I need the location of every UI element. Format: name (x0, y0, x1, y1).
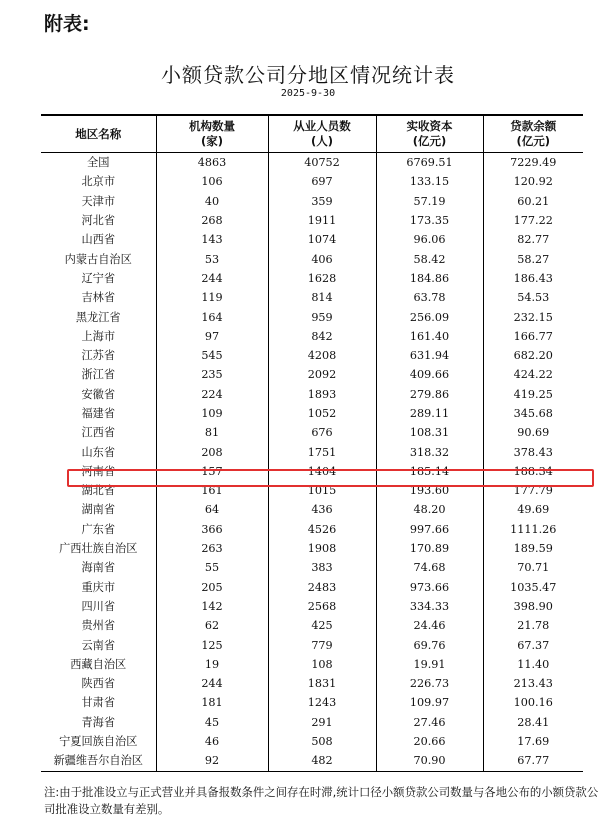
column-header-line2: (家) (200, 134, 223, 148)
loan-balance-cell: 682.20 (483, 346, 583, 365)
loan-balance-cell: 186.43 (483, 269, 583, 288)
institutions-cell: 244 (156, 674, 268, 693)
institutions-cell: 109 (156, 404, 268, 423)
loan-balance-cell: 166.77 (483, 327, 583, 346)
region-cell: 重庆市 (81, 580, 116, 594)
loan-balance-cell: 419.25 (483, 385, 583, 404)
loan-balance-cell: 60.21 (483, 192, 583, 211)
employees-cell: 779 (268, 635, 376, 654)
column-header-line2: (人) (310, 134, 333, 148)
institutions-cell: 125 (156, 635, 268, 654)
table-row (41, 423, 583, 442)
region-cell: 山西省 (81, 233, 116, 247)
loan-balance-cell: 378.43 (483, 442, 583, 461)
table-row (41, 153, 583, 173)
employees-cell: 2568 (268, 597, 376, 616)
institutions-cell: 45 (156, 713, 268, 732)
region-cell: 四川省 (81, 599, 116, 613)
employees-cell: 1911 (268, 211, 376, 230)
table-row (41, 192, 583, 211)
capital-cell: 256.09 (376, 307, 483, 326)
institutions-cell: 119 (156, 288, 268, 307)
region-cell: 湖南省 (81, 503, 116, 517)
table-row (41, 211, 583, 230)
capital-cell: 19.91 (376, 655, 483, 674)
institutions-cell: 53 (156, 249, 268, 268)
region-cell: 云南省 (81, 638, 116, 652)
employees-cell: 359 (268, 192, 376, 211)
capital-cell: 96.06 (376, 230, 483, 249)
table-row (41, 307, 583, 326)
institutions-cell: 263 (156, 539, 268, 558)
employees-cell: 40752 (268, 153, 376, 173)
loan-balance-cell: 232.15 (483, 307, 583, 326)
region-cell: 内蒙古自治区 (64, 252, 132, 266)
employees-cell: 482 (268, 751, 376, 771)
capital-cell: 69.76 (376, 635, 483, 654)
column-header-line1: 从业人员数 (293, 119, 351, 133)
institutions-cell: 143 (156, 230, 268, 249)
table-row (41, 713, 583, 732)
employees-cell: 1628 (268, 269, 376, 288)
region-cell: 海南省 (81, 561, 116, 575)
region-cell: 吉林省 (81, 291, 116, 305)
capital-cell: 70.90 (376, 751, 483, 771)
loan-balance-cell: 70.71 (483, 558, 583, 577)
table-row (41, 346, 583, 365)
table-row (41, 674, 583, 693)
table-header-row (41, 115, 583, 153)
table-row (41, 635, 583, 654)
capital-cell: 289.11 (376, 404, 483, 423)
institutions-cell: 19 (156, 655, 268, 674)
table-row (41, 365, 583, 384)
table-row (41, 172, 583, 191)
institutions-cell: 164 (156, 307, 268, 326)
institutions-cell: 208 (156, 442, 268, 461)
capital-cell: 318.32 (376, 442, 483, 461)
institutions-cell: 545 (156, 346, 268, 365)
institutions-cell: 81 (156, 423, 268, 442)
loan-balance-cell: 11.40 (483, 655, 583, 674)
table-row (41, 616, 583, 635)
loan-balance-cell: 213.43 (483, 674, 583, 693)
employees-cell: 676 (268, 423, 376, 442)
region-cell: 甘肃省 (81, 696, 116, 710)
institutions-cell: 181 (156, 693, 268, 712)
employees-cell: 2483 (268, 578, 376, 597)
capital-cell: 226.73 (376, 674, 483, 693)
statistics-table (41, 114, 583, 772)
loan-balance-cell: 177.22 (483, 211, 583, 230)
capital-cell: 6769.51 (376, 153, 483, 173)
region-cell: 广东省 (81, 522, 116, 536)
column-header-paid-in-capital (376, 115, 483, 153)
region-cell: 陕西省 (81, 677, 116, 691)
table-row (41, 404, 583, 423)
employees-cell: 2092 (268, 365, 376, 384)
employees-cell: 697 (268, 172, 376, 191)
loan-balance-cell: 82.77 (483, 230, 583, 249)
region-cell: 福建省 (81, 407, 116, 420)
region-cell: 浙江省 (81, 368, 116, 382)
region-cell: 广西壮族自治区 (59, 542, 138, 556)
region-cell: 宁夏回族自治区 (59, 735, 138, 749)
employees-cell: 1052 (268, 404, 376, 423)
capital-cell: 108.31 (376, 423, 483, 442)
loan-balance-cell: 345.68 (483, 404, 583, 423)
institutions-cell: 157 (156, 462, 268, 481)
region-cell: 青海省 (81, 715, 116, 729)
employees-cell: 1831 (268, 674, 376, 693)
employees-cell: 1015 (268, 481, 376, 500)
table-row (41, 539, 583, 558)
loan-balance-cell: 7229.49 (483, 153, 583, 173)
loan-balance-cell: 120.92 (483, 172, 583, 191)
table-row (41, 500, 583, 519)
table-row (41, 327, 583, 346)
column-header-region (41, 115, 156, 153)
employees-cell: 4526 (268, 520, 376, 539)
capital-cell: 193.60 (376, 481, 483, 500)
capital-cell: 334.33 (376, 597, 483, 616)
capital-cell: 74.68 (376, 558, 483, 577)
institutions-cell: 142 (156, 597, 268, 616)
employees-cell: 1243 (268, 693, 376, 712)
employees-cell: 436 (268, 500, 376, 519)
region-cell: 河北省 (81, 214, 116, 228)
loan-balance-cell: 21.78 (483, 616, 583, 635)
institutions-cell: 268 (156, 211, 268, 230)
column-header-line2: (亿元) (412, 134, 447, 148)
table-row (41, 520, 583, 539)
capital-cell: 161.40 (376, 327, 483, 346)
institutions-cell: 92 (156, 751, 268, 771)
employees-cell: 4208 (268, 346, 376, 365)
region-cell: 湖北省 (81, 484, 116, 498)
institutions-cell: 64 (156, 500, 268, 519)
region-cell: 北京市 (81, 175, 116, 189)
employees-cell: 383 (268, 558, 376, 577)
region-cell: 上海市 (81, 329, 116, 343)
employees-cell: 959 (268, 307, 376, 326)
column-header-line2: (亿元) (516, 134, 550, 148)
loan-balance-cell: 177.79 (483, 481, 583, 500)
institutions-cell: 4863 (156, 153, 268, 173)
region-cell: 辽宁省 (81, 271, 116, 285)
region-cell: 江苏省 (81, 349, 116, 363)
institutions-cell: 244 (156, 269, 268, 288)
table-title: 小额贷款公司分地区情况统计表 (161, 63, 455, 87)
loan-balance-cell: 188.34 (483, 462, 583, 481)
capital-cell: 279.86 (376, 385, 483, 404)
capital-cell: 973.66 (376, 578, 483, 597)
loan-balance-cell: 28.41 (483, 713, 583, 732)
capital-cell: 57.19 (376, 192, 483, 211)
region-cell: 安徽省 (81, 387, 116, 401)
capital-cell: 170.89 (376, 539, 483, 558)
loan-balance-cell: 67.37 (483, 635, 583, 654)
table-row (41, 385, 583, 404)
column-header-line1: 地区名称 (75, 126, 122, 141)
capital-cell: 997.66 (376, 520, 483, 539)
table-row (41, 751, 583, 771)
table-row (41, 230, 583, 249)
region-cell: 天津市 (81, 194, 116, 208)
table-row (41, 578, 583, 597)
capital-cell: 173.35 (376, 211, 483, 230)
region-cell: 黑龙江省 (75, 310, 121, 324)
employees-cell: 425 (268, 616, 376, 635)
employees-cell: 1074 (268, 230, 376, 249)
employees-cell: 1404 (268, 462, 376, 481)
highlight-box (67, 469, 594, 487)
capital-cell: 63.78 (376, 288, 483, 307)
region-cell: 全国 (87, 156, 110, 170)
institutions-cell: 40 (156, 192, 268, 211)
table-row (41, 597, 583, 616)
institutions-cell: 161 (156, 481, 268, 500)
column-header-employees (268, 115, 376, 153)
table-row (41, 558, 583, 577)
table-row (41, 693, 583, 712)
region-cell: 山东省 (81, 445, 116, 459)
employees-cell: 291 (268, 713, 376, 732)
institutions-cell: 235 (156, 365, 268, 384)
appendix-label: 附表: (44, 13, 90, 35)
capital-cell: 631.94 (376, 346, 483, 365)
loan-balance-cell: 1111.26 (483, 520, 583, 539)
column-header-line1: 实收资本 (406, 119, 453, 133)
capital-cell: 24.46 (376, 616, 483, 635)
region-cell: 西藏自治区 (70, 657, 127, 671)
institutions-cell: 46 (156, 732, 268, 751)
loan-balance-cell: 1035.47 (483, 578, 583, 597)
capital-cell: 27.46 (376, 713, 483, 732)
loan-balance-cell: 189.59 (483, 539, 583, 558)
institutions-cell: 55 (156, 558, 268, 577)
table-row (41, 655, 583, 674)
table-row (41, 288, 583, 307)
loan-balance-cell: 90.69 (483, 423, 583, 442)
loan-balance-cell: 17.69 (483, 732, 583, 751)
capital-cell: 185.14 (376, 462, 483, 481)
capital-cell: 409.66 (376, 365, 483, 384)
footnote: 注:由于批准设立与正式营业并具备报数条件之间存在时滞,统计口径小额贷款公司数量与各地公布的小额贷款公司批准设立数量有差别。 (44, 785, 599, 816)
capital-cell: 184.86 (376, 269, 483, 288)
loan-balance-cell: 58.27 (483, 249, 583, 268)
loan-balance-cell: 67.77 (483, 751, 583, 771)
region-cell: 河南省 (81, 464, 116, 478)
loan-balance-cell: 424.22 (483, 365, 583, 384)
employees-cell: 1908 (268, 539, 376, 558)
table-body (41, 153, 583, 772)
employees-cell: 842 (268, 327, 376, 346)
capital-cell: 133.15 (376, 172, 483, 191)
column-header-line1: 机构数量 (189, 119, 235, 133)
table-row (41, 732, 583, 751)
institutions-cell: 224 (156, 385, 268, 404)
column-header-institutions (156, 115, 268, 153)
capital-cell: 58.42 (376, 249, 483, 268)
table-date: 2025-9-30 (280, 88, 336, 99)
employees-cell: 1751 (268, 442, 376, 461)
employees-cell: 1893 (268, 385, 376, 404)
table-row (41, 269, 583, 288)
loan-balance-cell: 49.69 (483, 500, 583, 519)
table-row (41, 249, 583, 268)
capital-cell: 109.97 (376, 693, 483, 712)
column-header-loan-balance (483, 115, 583, 153)
institutions-cell: 62 (156, 616, 268, 635)
capital-cell: 20.66 (376, 732, 483, 751)
region-cell: 新疆维吾尔自治区 (41, 751, 156, 771)
employees-cell: 108 (268, 655, 376, 674)
region-cell: 江西省 (81, 426, 116, 440)
loan-balance-cell: 100.16 (483, 693, 583, 712)
loan-balance-cell: 398.90 (483, 597, 583, 616)
region-cell: 贵州省 (81, 619, 116, 633)
institutions-cell: 366 (156, 520, 268, 539)
loan-balance-cell: 54.53 (483, 288, 583, 307)
employees-cell: 406 (268, 249, 376, 268)
column-header-line1: 贷款余额 (510, 119, 557, 133)
institutions-cell: 205 (156, 578, 268, 597)
employees-cell: 508 (268, 732, 376, 751)
employees-cell: 814 (268, 288, 376, 307)
institutions-cell: 106 (156, 172, 268, 191)
capital-cell: 48.20 (376, 500, 483, 519)
table-row (41, 442, 583, 461)
institutions-cell: 97 (156, 327, 268, 346)
